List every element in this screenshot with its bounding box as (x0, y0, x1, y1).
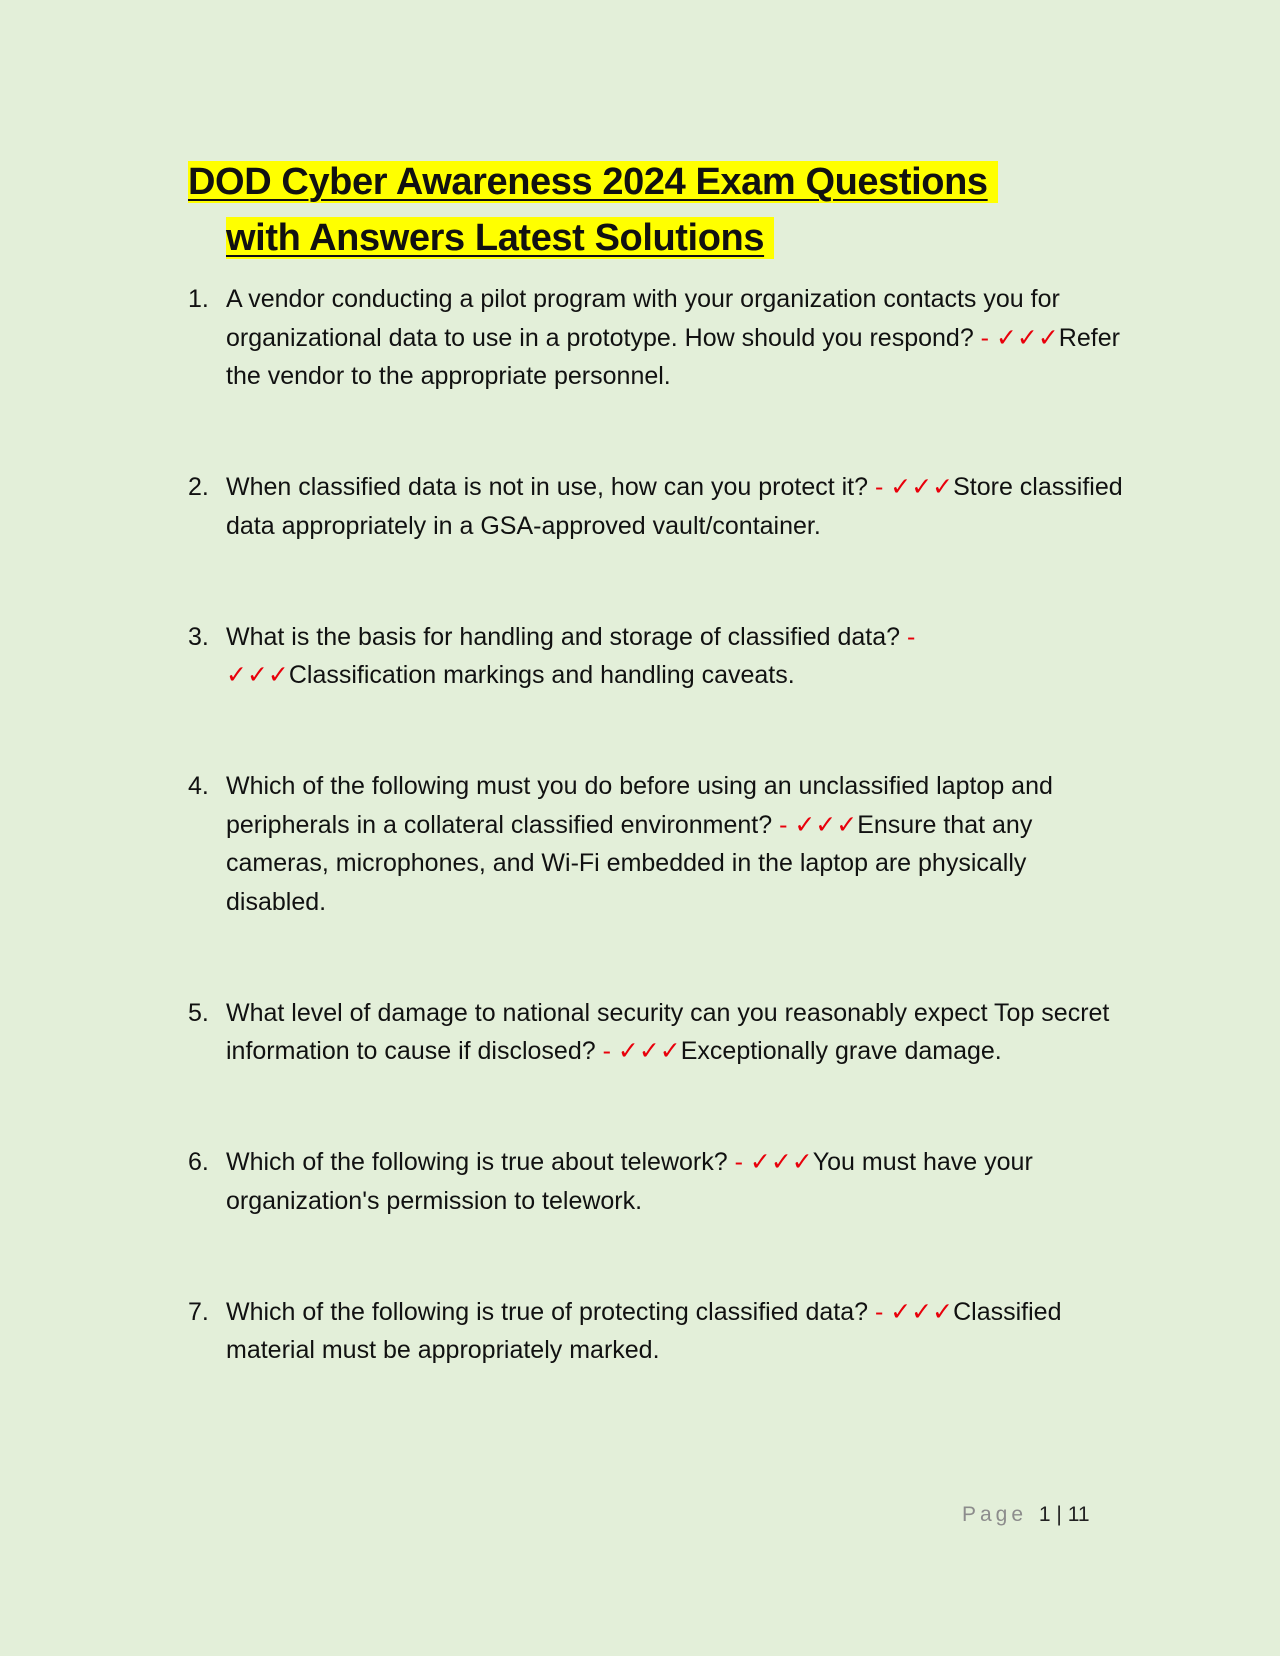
question-item (188, 618, 1128, 695)
question-text: What is the basis for handling and storage of classified data? (226, 622, 901, 651)
answer-text: Exceptionally grave damage. (680, 1037, 1002, 1066)
question-number: 7. (188, 1297, 209, 1326)
answer-check-marks: - ✓✓✓ (734, 1148, 813, 1177)
answer-text: Refer the vendor to the appropriate personnel. (226, 323, 1120, 391)
question-number: 2. (188, 473, 209, 502)
page-separator: | (1056, 1503, 1062, 1526)
title-line-1 (188, 154, 1128, 210)
answer-text: You must have your organization's permission to telework. (226, 1148, 1033, 1215)
question-text: Which of the following must you do before using an unclassified laptop and peripherals in a collateral classified environment? (226, 771, 1053, 839)
answer-check-marks: - ✓✓✓ (602, 1037, 681, 1066)
page-footer (962, 1503, 1090, 1527)
question-number: 4. (188, 771, 209, 800)
title-line-1-text: DOD Cyber Awareness 2024 Exam Questions (188, 161, 998, 203)
question-number: 1. (188, 285, 209, 313)
answer-text: Classified material must be appropriately marked. (226, 1297, 1062, 1365)
answer-text: Classification markings and handling caveats. (288, 661, 795, 690)
page-total: 11 (1067, 1503, 1090, 1526)
document-title (188, 154, 1128, 266)
question-list (188, 280, 1128, 1442)
question-text: A vendor conducting a pilot program with your organization contacts you for organizational data to use in a prototype. How should you respond? (226, 285, 1060, 352)
title-line-2-text: with Answers Latest Solutions (226, 217, 774, 259)
question-item (188, 468, 1128, 545)
answer-check-marks: - ✓✓✓ (226, 622, 916, 690)
answer-check-marks: - ✓✓✓ (874, 1297, 954, 1326)
question-text: What level of damage to national security can you reasonably expect Top secret information to cause if disclosed? (226, 998, 1110, 1066)
answer-text: Store classified data appropriately in a GSA-approved vault/container. (226, 473, 1123, 540)
page-current: 1 (1038, 1503, 1051, 1526)
answer-check-marks: - ✓✓✓ (980, 323, 1059, 352)
question-item (188, 994, 1128, 1071)
question-number: 5. (188, 998, 209, 1027)
question-text: When classified data is not in use, how can you protect it? (226, 473, 869, 502)
title-line-2 (188, 210, 1128, 266)
question-item (188, 767, 1128, 922)
answer-check-marks: - ✓✓✓ (874, 473, 954, 502)
question-item (188, 1293, 1128, 1370)
question-text: Which of the following is true of protecting classified data? (226, 1297, 869, 1326)
question-text: Which of the following is true about telework? (226, 1148, 728, 1177)
question-item (188, 280, 1128, 396)
question-item (188, 1143, 1128, 1220)
page-label: Page (962, 1503, 1028, 1526)
answer-text: Ensure that any cameras, microphones, and Wi-Fi embedded in the laptop are physically disabled. (226, 810, 1033, 917)
question-number: 6. (188, 1148, 209, 1177)
question-number: 3. (188, 622, 209, 651)
answer-check-marks: - ✓✓✓ (779, 810, 858, 839)
